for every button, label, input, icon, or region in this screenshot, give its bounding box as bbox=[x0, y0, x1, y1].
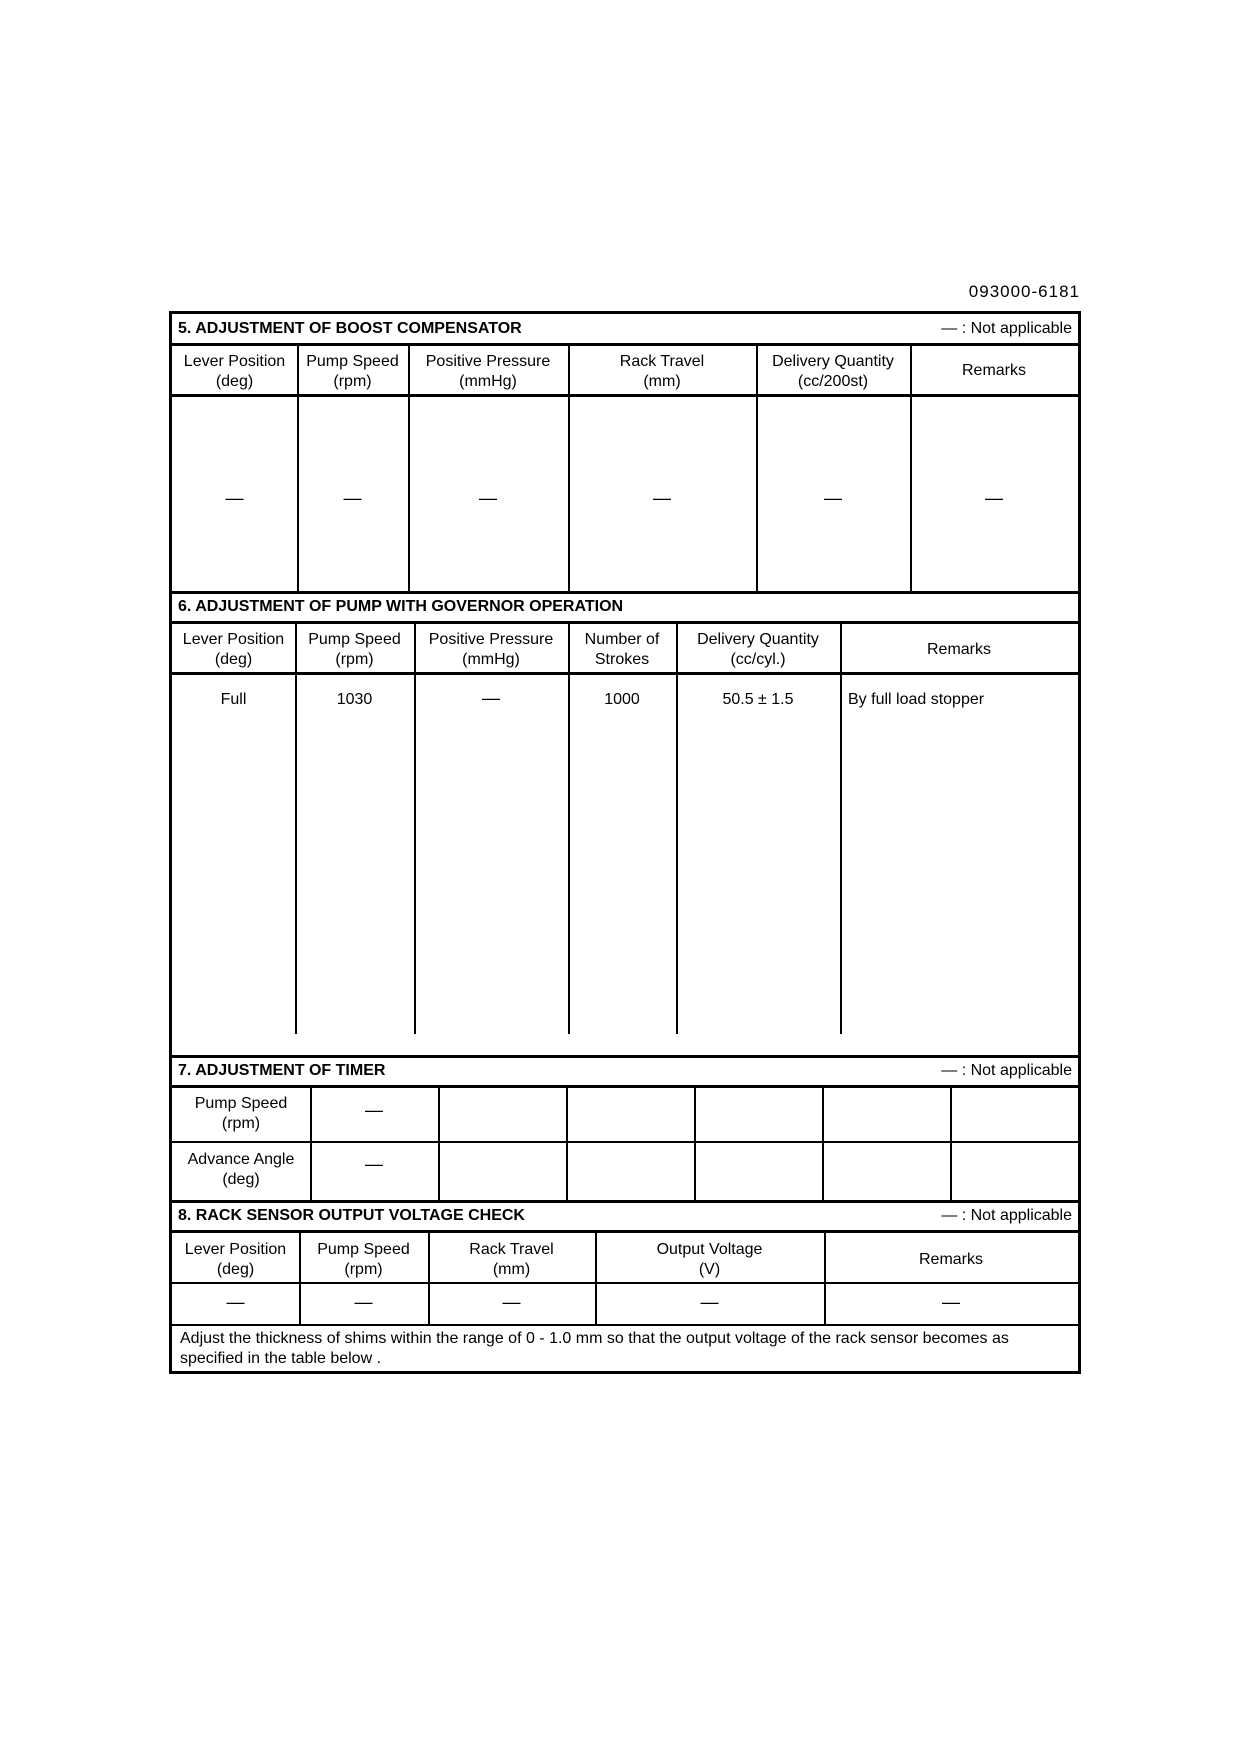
col-divider bbox=[910, 346, 912, 591]
value-remarks: — bbox=[985, 488, 1003, 508]
header-delivery-quantity: Delivery Quantity (cc/cyl.) bbox=[697, 631, 819, 668]
col-divider bbox=[676, 624, 678, 1034]
section-8-title-bar bbox=[172, 1201, 1078, 1233]
document-number: 093000-6181 bbox=[968, 282, 1080, 301]
header-output-voltage: Output Voltage (V) bbox=[656, 1241, 763, 1278]
col-divider bbox=[438, 1088, 440, 1200]
value-remarks: By full load stopper bbox=[848, 691, 985, 708]
header-lever-position: Lever Position (deg) bbox=[183, 353, 286, 390]
value-lever-position: — bbox=[225, 488, 244, 508]
rack-sensor-instruction-note: Adjust the thickness of shims within the range of 0 - 1.0 mm so that the output voltage of the rack sensor becomes as specified in the table below . bbox=[180, 1330, 1009, 1367]
col-divider bbox=[822, 1088, 824, 1200]
col-divider bbox=[414, 624, 416, 1034]
section-6-title: 6. ADJUSTMENT OF PUMP WITH GOVERNOR OPERATION bbox=[178, 598, 624, 615]
section-8-title: 8. RACK SENSOR OUTPUT VOLTAGE CHECK bbox=[178, 1207, 525, 1224]
section-5-title: 5. ADJUSTMENT OF BOOST COMPENSATOR bbox=[178, 320, 522, 337]
col-divider bbox=[295, 624, 297, 1034]
value-pump-speed: 1030 bbox=[336, 691, 373, 708]
header-remarks: Remarks bbox=[918, 1251, 983, 1268]
col-divider bbox=[694, 1088, 696, 1200]
header-lever-position: Lever Position (deg) bbox=[182, 631, 285, 668]
header-positive-pressure: Positive Pressure (mmHg) bbox=[425, 353, 551, 390]
header-positive-pressure: Positive Pressure (mmHg) bbox=[428, 631, 554, 668]
value-delivery-quantity: 50.5 ± 1.5 bbox=[722, 691, 794, 708]
value-pump-speed: — bbox=[354, 1292, 373, 1312]
row-divider bbox=[172, 1324, 1078, 1326]
row-label-pump-speed: Pump Speed (rpm) bbox=[194, 1095, 288, 1132]
value-rack-travel: — bbox=[653, 488, 671, 508]
section-5-not-applicable-note: — : Not applicable bbox=[941, 320, 1072, 337]
row-label-advance-angle: Advance Angle (deg) bbox=[187, 1151, 295, 1188]
header-pump-speed: Pump Speed (rpm) bbox=[308, 631, 401, 668]
value-number-of-strokes: 1000 bbox=[604, 691, 640, 708]
header-remarks: Remarks bbox=[961, 362, 1026, 379]
header-lever-position: Lever Position (deg) bbox=[184, 1241, 287, 1278]
section-7-title-bar bbox=[172, 1056, 1078, 1088]
col-divider bbox=[950, 1088, 952, 1200]
header-delivery-quantity: Delivery Quantity (cc/200st) bbox=[772, 353, 894, 390]
header-pump-speed: Pump Speed (rpm) bbox=[317, 1241, 410, 1278]
section-5-title-bar bbox=[172, 314, 1078, 346]
row-divider bbox=[172, 1141, 1078, 1143]
header-rack-travel: Rack Travel (mm) bbox=[469, 1241, 554, 1278]
section-6-title-bar bbox=[172, 592, 1078, 624]
value-remarks: — bbox=[942, 1292, 960, 1312]
section-6-header-divider bbox=[172, 672, 1078, 675]
value-delivery-quantity: — bbox=[824, 488, 842, 508]
header-remarks: Remarks bbox=[926, 641, 991, 658]
timer-pump-speed-value: — bbox=[365, 1100, 383, 1120]
value-output-voltage: — bbox=[700, 1292, 719, 1312]
col-divider bbox=[566, 1088, 568, 1200]
value-positive-pressure: — bbox=[479, 488, 497, 508]
value-positive-pressure: — bbox=[482, 688, 500, 708]
value-lever-position: Full bbox=[220, 691, 247, 708]
col-divider bbox=[840, 624, 842, 1034]
header-rack-travel: Rack Travel (mm) bbox=[619, 353, 705, 390]
value-lever-position: — bbox=[226, 1292, 245, 1312]
section-7-title: 7. ADJUSTMENT OF TIMER bbox=[178, 1062, 386, 1079]
timer-advance-angle-value: — bbox=[365, 1154, 383, 1174]
section-8-not-applicable-note: — : Not applicable bbox=[941, 1207, 1072, 1224]
section-8-header-divider bbox=[172, 1282, 1078, 1284]
header-number-of-strokes: Number of Strokes bbox=[584, 631, 660, 668]
value-pump-speed: — bbox=[343, 488, 362, 508]
section-5-header-divider bbox=[172, 394, 1078, 397]
section-7-not-applicable-note: — : Not applicable bbox=[941, 1062, 1072, 1079]
adjustment-form bbox=[169, 311, 1081, 1374]
col-divider bbox=[568, 624, 570, 1034]
value-rack-travel: — bbox=[502, 1292, 521, 1312]
header-pump-speed: Pump Speed (rpm) bbox=[306, 353, 399, 390]
